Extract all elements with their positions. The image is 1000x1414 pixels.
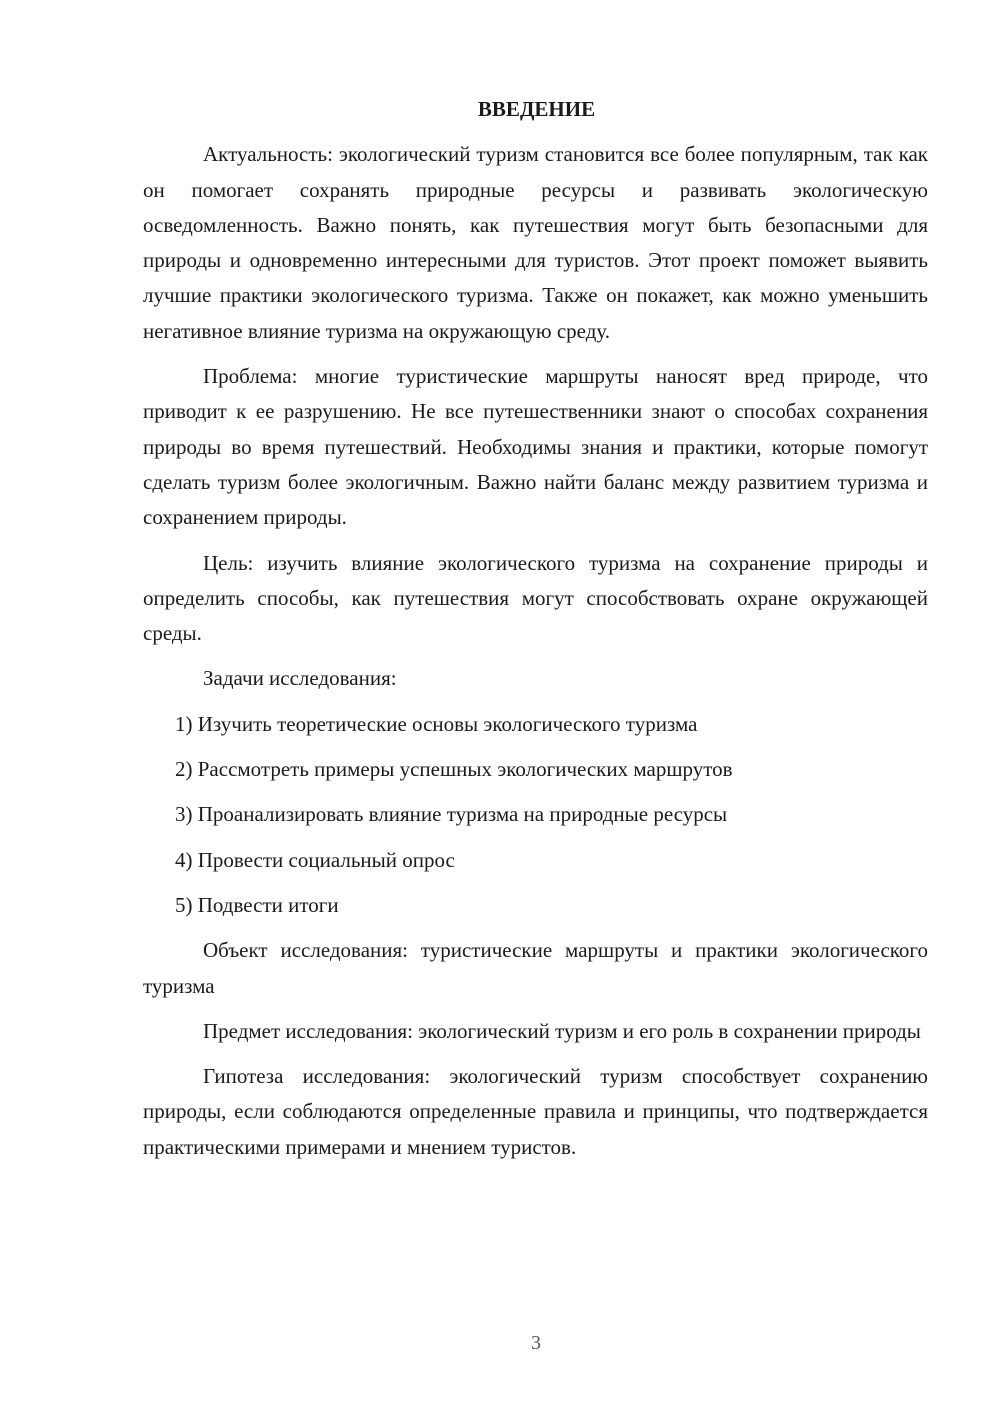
problem-paragraph: Проблема: многие туристические маршруты наносят вред природе, что приводит к ее разрушению. Не все путешественники знают о способах сохранения природы во время путешествий. Необходимы знания и практики, которые помогут сделать туризм более экологичным. Важно найти баланс между развитием туризма и сохранением природы. (143, 364, 928, 530)
relevance-paragraph: Актуальность: экологический туризм становится все более популярным, так как он помогает сохранять природные ресурсы и развивать экологическую осведомленность. Важно понять, как путешествия могут быть безопасными для природы и одновременно интересными для туристов. Этот проект поможет выявить лучшие практики экологического туризма. Также он покажет, как можно уменьшить негативное влияние туризма на окружающую среду. (143, 142, 928, 343)
subject-paragraph: Предмет исследования: экологический туризм и его роль в сохранении природы (203, 1018, 921, 1043)
tasks-list (143, 707, 928, 923)
goal-paragraph: Цель: изучить влияние экологического туризма на сохранение природы и определить способы, как путешествия могут способствовать охране окружающей среды. (143, 550, 928, 646)
section-title: ВВЕДЕНИЕ (477, 97, 596, 121)
tasks-heading: Задачи исследования: (203, 666, 397, 691)
list-item: 4) Провести социальный опрос (175, 847, 455, 872)
hypothesis-paragraph: Гипотеза исследования: экологический туризм способствует сохранению природы, если соблюдаются определенные правила и принципы, что подтверждается практическими примерами и мнением туристов. (143, 1064, 928, 1159)
list-item: 5) Подвести итоги (175, 892, 339, 917)
list-item: 2) Рассмотреть примеры успешных экологических маршрутов (175, 757, 733, 782)
list-item: 3) Проанализировать влияние туризма на природные ресурсы (175, 802, 728, 827)
document-page (143, 92, 928, 1175)
object-paragraph: Объект исследования: туристические маршруты и практики экологического туризма (143, 938, 928, 998)
page-number: 3 (531, 1332, 541, 1354)
list-item: 1) Изучить теоретические основы экологического туризма (175, 711, 698, 736)
